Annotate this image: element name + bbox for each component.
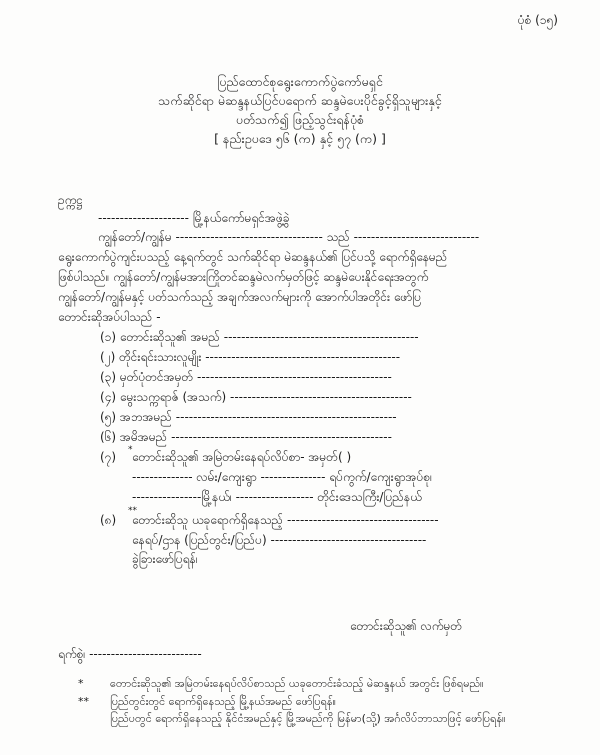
signature-label: တောင်းဆိုသူ၏ လက်မှတ် xyxy=(350,619,463,633)
footnote-text: တောင်းဆိုသူ၏ အမြဲတမ်းနေရပ်လိပ်စာသည် ယခုတောင်းခံသည့် မဲဆန္ဒနယ် အတွင်း ဖြစ်ရမည်။ xyxy=(110,677,484,690)
title-line-3: ပတ်သက်၍ ဖြည့်သွင်းရန်ပုံစံ xyxy=(235,112,365,127)
footnote-text: ပြည်တွင်းတွင် ရောက်ရှိနေသည့် မြို့နယ်အမည် ဖော်ပြရန်။ xyxy=(110,695,336,708)
footnote-mark: ** xyxy=(128,506,137,516)
field-current-location: တောင်းဆိုသူ ယခုရောက်ရှိနေသည့် ----------------------------------- xyxy=(132,513,439,527)
field-current-location-note: ခွဲခြားဖော်ပြရန်၊ xyxy=(132,552,198,566)
field-id-number: (၃) မှတ်ပုံတင်အမှတ် --------------------------------------------- xyxy=(100,370,392,384)
body-line-5: တောင်းဆိုအပ်ပါသည် - xyxy=(58,310,161,324)
field-current-location-number: (၈) xyxy=(100,513,117,527)
field-current-location-type: နေရပ်/ဌာန (ပြည်တွင်း/ပြည်ပ) ------------------------------------ xyxy=(132,533,427,547)
footnote-mark: * xyxy=(128,445,133,455)
title-regulation: [ နည်းဥပဒေ ၅၆ (က) နှင့် ၅၇ (က) ] xyxy=(214,131,386,146)
form-number: ပုံစံ (၁၅) xyxy=(517,13,558,27)
footnote-mark: ** xyxy=(78,695,89,708)
field-birth-date: (၄) မွေးသက္ကရာဇ် (အသက်) ------------------------------------------ xyxy=(100,390,412,404)
title-line-1: ပြည်ထောင်စုရွေးကောက်ပွဲကော်မရှင် xyxy=(217,74,383,89)
footnote-mark: * xyxy=(78,677,84,690)
title-line-2: သက်ဆိုင်ရာ မဲဆန္ဒနယ်ပြင်ပရောက် ဆန္ဒမဲပေးပိုင်ခွင့်ရှိသူများနှင့် xyxy=(158,93,442,108)
body-line-2: ရွေးကောက်ပွဲကျင်းပသည့် နေ့ရက်တွင် သက်ဆိုင်ရာ မဲဆန္ဒနယ်၏ ပြင်ပသို့ ရောက်ရှိနေမည် xyxy=(58,250,448,264)
field-ethnicity: (၂) တိုင်းရင်းသားလူမျိုး --------------------------------------------- xyxy=(100,350,401,364)
footnote-text: ပြည်ပတွင် ရောက်ရှိနေသည့် နိုင်ငံအမည်နှင့် မြို့အမည်ကို မြန်မာ(သို့) အင်္ဂလိပ်ဘာသာဖြင့် ဖော်ပြရန်။ xyxy=(110,712,506,725)
field-applicant-name: (၁) တောင်းဆိုသူ၏ အမည် --------------------------------------------- xyxy=(100,330,419,344)
field-father-name: (၅) အဘအမည် --------------------------------------------------- xyxy=(100,410,397,424)
body-line-4: ကျွန်တော်/ကျွန်မနှင့် ပတ်သက်သည့် အချက်အလက်များကို အောက်ပါအတိုင်း ဖော်ပြ xyxy=(58,290,422,304)
addressee-committee: --------------------- မြို့နယ်ကော်မရှင်အဖွဲ့ခွဲ xyxy=(98,211,290,225)
field-address-township: ----------------မြို့နယ်၊ ------------------ တိုင်းဒေသကြီး/ပြည်နယ် xyxy=(132,490,422,504)
field-permanent-address: တောင်းဆိုသူ၏ အမြဲတမ်းနေရပ်လိပ်စာ- အမှတ်( ) xyxy=(132,450,352,464)
addressee-chair: ဥက္ကဋ္ဌ xyxy=(58,193,83,207)
body-line-1: ကျွန်တော်/ကျွန်မ ---------------------------------- သည် ----------------------------- xyxy=(98,230,480,244)
body-line-3: ဖြစ်ပါသည်။ ကျွန်တော်/ကျွန်မအားကြိုတင်ဆန္ဒမဲလက်မှတ်ဖြင့် ဆန္ဒမဲပေးနိုင်ရေးအတွက် xyxy=(58,270,429,284)
field-mother-name: (၆) အမိအမည် --------------------------------------------------- xyxy=(100,430,392,444)
field-permanent-address-number: (၇) xyxy=(100,450,117,464)
field-address-street: -------------- လမ်း/ကျေးရွာ --------------- ရပ်ကွက်/ကျေးရွာအုပ်စု၊ xyxy=(132,470,433,484)
date-field: ရက်စွဲ၊ -------------------------- xyxy=(58,647,202,661)
